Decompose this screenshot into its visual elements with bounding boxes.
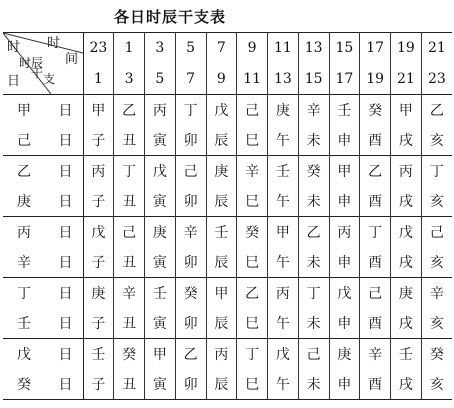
table-row <box>3 186 452 217</box>
corner-shichen: 时辰 <box>19 56 44 70</box>
hour-stem-cell: 癸 <box>175 278 206 309</box>
hour-branch-cell: 子 <box>83 186 114 217</box>
hour-start-4: 7 <box>206 33 237 64</box>
day-label <box>3 339 83 370</box>
corner-shi-2: 时 <box>47 36 61 51</box>
day-suffix: 日 <box>58 377 73 393</box>
hour-stem-cell: 辛 <box>175 217 206 248</box>
hour-branch-cell: 戌 <box>391 369 422 400</box>
day-stem: 癸 <box>17 377 31 393</box>
hour-end-1: 3 <box>114 64 145 95</box>
hour-stem-cell: 丁 <box>298 278 329 309</box>
table-row <box>3 308 452 339</box>
hour-branch-cell: 午 <box>268 308 299 339</box>
hour-branch-cell: 巳 <box>237 247 268 278</box>
hour-end-9: 19 <box>360 64 391 95</box>
corner-shi: 时 <box>7 40 21 55</box>
hour-branch-cell: 戌 <box>391 308 422 339</box>
hour-stem-cell: 癸 <box>421 339 452 370</box>
hour-branch-cell: 亥 <box>429 133 444 149</box>
hour-stem-cell: 甲 <box>391 95 422 126</box>
hour-stem-cell: 甲 <box>268 217 299 248</box>
day-stem: 戊 <box>17 347 31 363</box>
day-label <box>3 308 83 339</box>
hour-start-0: 23 <box>83 33 114 64</box>
hour-stem-cell: 丙 <box>329 217 360 248</box>
hour-start-5: 9 <box>237 33 268 64</box>
hour-stem-cell: 丙 <box>391 156 422 187</box>
day-suffix: 日 <box>58 316 73 332</box>
hour-branch-cell: 巳 <box>237 125 268 156</box>
hour-end-11: 23 <box>427 70 446 87</box>
hour-start-11: 21 <box>421 33 452 64</box>
hour-stem-cell: 丙 <box>83 156 114 187</box>
day-stem: 辛 <box>17 255 31 271</box>
hour-branch-cell: 亥 <box>429 316 444 332</box>
hour-branch-cell: 未 <box>298 186 329 217</box>
day-suffix: 日 <box>58 103 73 119</box>
hour-start-7: 13 <box>298 33 329 64</box>
corner-zhi: 支 <box>43 72 56 86</box>
hour-branch-cell: 卯 <box>175 247 206 278</box>
hour-stem-cell: 辛 <box>114 278 145 309</box>
hour-branch-cell: 申 <box>329 186 360 217</box>
hour-end-8: 17 <box>329 64 360 95</box>
hour-stem-cell: 庚 <box>145 217 176 248</box>
day-label <box>3 247 83 278</box>
hour-branch-cell: 寅 <box>145 308 176 339</box>
hour-end-2: 5 <box>145 64 176 95</box>
day-suffix: 日 <box>58 225 73 241</box>
hour-stem-cell: 丁 <box>175 95 206 126</box>
hour-stem-cell: 乙 <box>360 156 391 187</box>
day-suffix: 日 <box>58 194 73 210</box>
hour-stem-cell: 乙 <box>298 217 329 248</box>
hour-stem-cell: 庚 <box>83 278 114 309</box>
hour-stem-cell: 辛 <box>360 339 391 370</box>
hour-branch-cell: 卯 <box>175 308 206 339</box>
hour-stem-cell: 己 <box>237 95 268 126</box>
hour-branch-cell: 巳 <box>237 186 268 217</box>
hour-branch-cell: 酉 <box>360 369 391 400</box>
hour-branch-cell: 午 <box>268 247 299 278</box>
hour-end-7: 15 <box>298 64 329 95</box>
hour-stem-cell: 壬 <box>391 339 422 370</box>
hour-end-3: 7 <box>175 64 206 95</box>
hour-branch-cell: 辰 <box>206 186 237 217</box>
hour-branch-cell: 辰 <box>206 247 237 278</box>
hour-branch-cell: 子 <box>83 308 114 339</box>
hour-branch-cell: 申 <box>329 308 360 339</box>
hour-stem-cell: 戊 <box>83 217 114 248</box>
hour-branch-cell: 丑 <box>114 186 145 217</box>
table-row <box>3 369 452 400</box>
hour-stem-cell: 乙 <box>114 95 145 126</box>
hour-branch-cell: 未 <box>298 247 329 278</box>
day-label <box>3 156 83 187</box>
hour-stem-cell: 己 <box>114 217 145 248</box>
day-stem: 己 <box>17 133 31 149</box>
hour-stem-cell: 辛 <box>298 95 329 126</box>
hour-branch-cell: 戌 <box>391 125 422 156</box>
hour-stem-cell: 戊 <box>145 156 176 187</box>
day-suffix: 日 <box>58 133 73 149</box>
corner-gan: 干 <box>31 66 44 80</box>
day-suffix: 日 <box>58 164 73 180</box>
hour-stem-cell: 癸 <box>298 156 329 187</box>
hour-start-3: 5 <box>175 33 206 64</box>
hour-branch-cell: 申 <box>329 369 360 400</box>
hour-stem-cell: 壬 <box>206 217 237 248</box>
hour-branch-cell: 巳 <box>237 369 268 400</box>
day-label <box>3 278 83 309</box>
hour-stem-cell: 癸 <box>360 95 391 126</box>
table-row <box>3 217 452 248</box>
hour-stem-cell: 丁 <box>237 339 268 370</box>
hour-stem-cell: 己 <box>175 156 206 187</box>
hour-start-6: 11 <box>268 33 299 64</box>
hour-stem-cell: 辛 <box>421 278 452 309</box>
hour-branch-cell: 午 <box>268 125 299 156</box>
hour-branch-cell: 丑 <box>114 125 145 156</box>
hour-stem-cell: 甲 <box>83 95 114 126</box>
day-suffix: 日 <box>58 255 73 271</box>
hour-stem-cell: 庚 <box>391 278 422 309</box>
table-row <box>3 156 452 187</box>
day-stem: 丙 <box>17 225 31 241</box>
hour-branch-cell: 酉 <box>360 308 391 339</box>
hour-stem-cell: 癸 <box>237 217 268 248</box>
hour-stem-cell: 丙 <box>268 278 299 309</box>
hour-start-10: 19 <box>391 33 422 64</box>
hour-branch-cell: 子 <box>83 125 114 156</box>
hour-start-9: 17 <box>360 33 391 64</box>
corner-jian: 间 <box>65 52 79 67</box>
hour-branch-cell: 酉 <box>360 186 391 217</box>
hour-branch-cell: 亥 <box>421 369 452 400</box>
hour-stem-cell: 癸 <box>114 339 145 370</box>
hour-stem-cell: 庚 <box>206 156 237 187</box>
hour-branch-cell: 丑 <box>114 369 145 400</box>
hour-stem-cell: 丙 <box>145 95 176 126</box>
hour-branch-cell: 卯 <box>175 186 206 217</box>
hour-stem-cell: 甲 <box>206 278 237 309</box>
hour-start-2: 3 <box>145 33 176 64</box>
hour-branch-cell: 午 <box>268 369 299 400</box>
hour-branch-cell: 辰 <box>206 369 237 400</box>
table-row <box>3 278 452 309</box>
day-label <box>3 369 83 400</box>
hour-branch-cell: 寅 <box>145 369 176 400</box>
hour-branch-cell: 酉 <box>360 247 391 278</box>
hour-stem-cell: 乙 <box>421 95 452 126</box>
hour-branch-cell: 子 <box>83 247 114 278</box>
hour-stem-cell: 戊 <box>268 339 299 370</box>
hour-stem-cell: 壬 <box>268 156 299 187</box>
hour-stem-cell: 己 <box>421 217 452 248</box>
hour-branch-cell: 辰 <box>206 125 237 156</box>
day-stem: 甲 <box>17 103 31 119</box>
hour-branch-cell: 寅 <box>145 186 176 217</box>
hour-stem-cell: 戊 <box>391 217 422 248</box>
day-stem: 壬 <box>17 316 31 332</box>
hour-branch-cell: 卯 <box>175 125 206 156</box>
corner-header <box>3 33 83 95</box>
hour-stem-cell: 甲 <box>145 339 176 370</box>
hour-end-4: 9 <box>206 64 237 95</box>
hour-branch-cell: 戌 <box>391 186 422 217</box>
hour-branch-cell: 申 <box>329 125 360 156</box>
ganzhi-table <box>3 32 452 400</box>
hour-end-0: 1 <box>83 64 114 95</box>
hour-stem-cell: 壬 <box>145 278 176 309</box>
hour-stem-cell: 丁 <box>360 217 391 248</box>
day-suffix: 日 <box>58 347 73 363</box>
hour-stem-cell: 丙 <box>206 339 237 370</box>
hour-branch-cell: 丑 <box>114 308 145 339</box>
table-title: 各日时辰干支表 <box>113 8 226 26</box>
hour-stem-cell: 壬 <box>329 95 360 126</box>
corner-ri: 日 <box>7 74 21 89</box>
hour-branch-cell: 丑 <box>114 247 145 278</box>
table-row <box>3 339 452 370</box>
hour-stem-cell: 戊 <box>206 95 237 126</box>
hour-end-5: 11 <box>237 64 268 95</box>
hour-branch-cell: 辰 <box>206 308 237 339</box>
hour-stem-cell: 乙 <box>237 278 268 309</box>
hour-stem-cell: 丁 <box>114 156 145 187</box>
hour-stem-cell: 庚 <box>329 339 360 370</box>
day-stem: 丁 <box>17 286 31 302</box>
day-label <box>3 186 83 217</box>
hour-branch-cell: 申 <box>329 247 360 278</box>
hour-stem-cell: 戊 <box>329 278 360 309</box>
hour-branch-cell: 寅 <box>145 247 176 278</box>
hour-branch-cell: 寅 <box>145 125 176 156</box>
hour-stem-cell: 辛 <box>237 156 268 187</box>
hour-branch-cell: 未 <box>298 369 329 400</box>
hour-start-8: 15 <box>329 33 360 64</box>
hour-branch-cell: 亥 <box>429 255 444 271</box>
hour-branch-cell: 子 <box>83 369 114 400</box>
hour-stem-cell: 己 <box>360 278 391 309</box>
hour-branch-cell: 未 <box>298 308 329 339</box>
hour-stem-cell: 丁 <box>421 156 452 187</box>
hour-stem-cell: 壬 <box>83 339 114 370</box>
hour-end-6: 13 <box>268 64 299 95</box>
hour-branch-cell: 戌 <box>391 247 422 278</box>
table-row <box>3 247 452 278</box>
day-label <box>3 95 83 126</box>
hour-branch-cell: 巳 <box>237 308 268 339</box>
hour-stem-cell: 庚 <box>268 95 299 126</box>
hour-branch-cell: 卯 <box>175 369 206 400</box>
table-row <box>3 125 452 156</box>
hour-stem-cell: 乙 <box>175 339 206 370</box>
hour-branch-cell: 亥 <box>429 194 444 210</box>
day-stem: 庚 <box>17 194 31 210</box>
table-row <box>3 95 452 126</box>
day-suffix: 日 <box>58 286 73 302</box>
hour-branch-cell: 午 <box>268 186 299 217</box>
hour-end-10: 21 <box>391 64 422 95</box>
day-label <box>3 125 83 156</box>
hour-branch-cell: 酉 <box>360 125 391 156</box>
day-stem: 乙 <box>17 164 31 180</box>
hour-branch-cell: 未 <box>298 125 329 156</box>
day-label <box>3 217 83 248</box>
hour-stem-cell: 甲 <box>329 156 360 187</box>
hour-start-1: 1 <box>114 33 145 64</box>
hour-stem-cell: 己 <box>298 339 329 370</box>
